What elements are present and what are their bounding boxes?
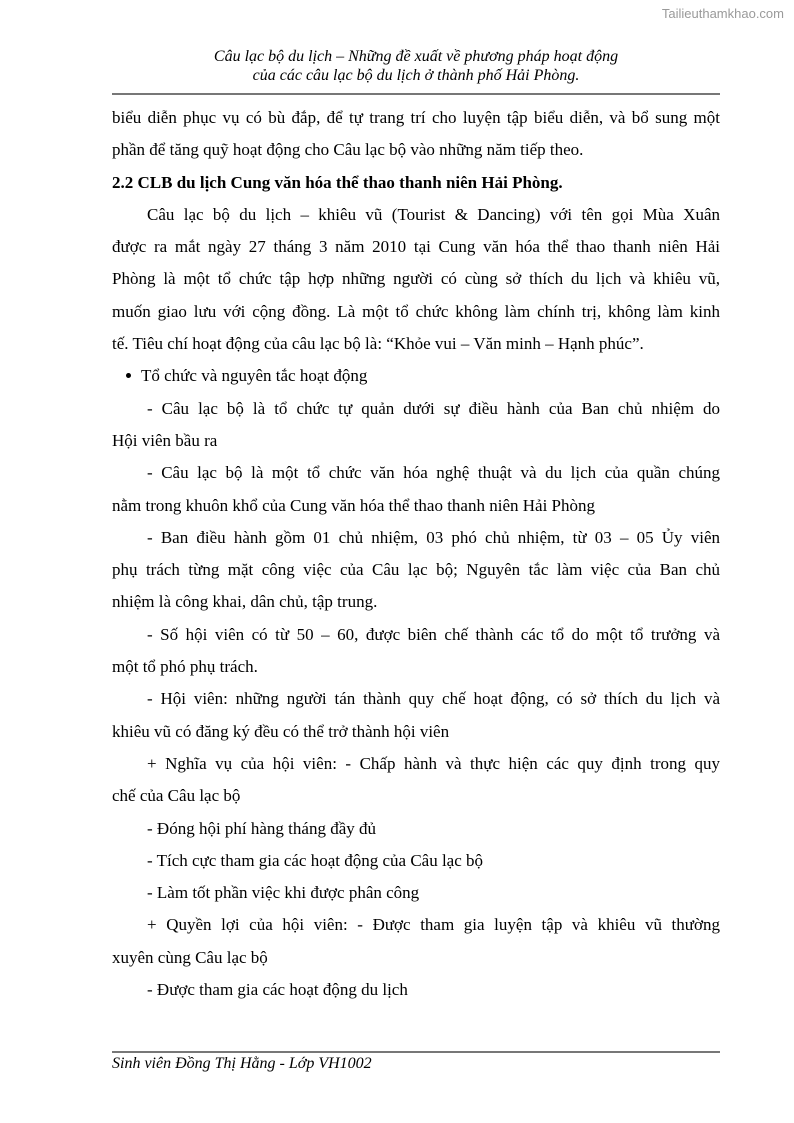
line-text: - Đóng hội phí hàng tháng đầy đủ bbox=[147, 818, 376, 838]
line-text: - Tích cực tham gia các hoạt động của Câu lạc bộ bbox=[147, 850, 484, 870]
line-text: nằm trong khuôn khổ của Cung văn hóa thể thao thanh niên Hải Phòng bbox=[112, 495, 595, 515]
line-text: - Làm tốt phần việc khi được phân công bbox=[147, 883, 420, 903]
line-text: - Ban điều hành gồm 01 chủ nhiệm, 03 phó chủ nhiệm, từ 03 – 05 Ủy viên bbox=[147, 527, 720, 547]
line-text: - Số hội viên có từ 50 – 60, được biên chế thành các tổ do một tổ trưởng và bbox=[147, 624, 720, 644]
line-text: tế. Tiêu chí hoạt động của câu lạc bộ là: “Khỏe vui – Văn minh – Hạnh phúc”. bbox=[112, 334, 644, 354]
line-text: - Hội viên: những người tán thành quy chế hoạt động, có sở thích du lịch và bbox=[147, 689, 720, 709]
line-text: xuyên cùng Câu lạc bộ bbox=[112, 947, 268, 967]
line-text: Hội viên bầu ra bbox=[112, 430, 218, 450]
text-line bbox=[112, 296, 720, 328]
line-text: một tổ phó phụ trách. bbox=[112, 657, 258, 677]
line-text: + Quyền lợi của hội viên: - Được tham gia luyện tập và khiêu vũ thường bbox=[147, 915, 720, 935]
line-text: muốn giao lưu với cộng đồng. Là một tổ chức không làm chính trị, không làm kinh bbox=[112, 301, 720, 321]
text-line bbox=[112, 393, 720, 425]
line-text: - Được tham gia các hoạt động du lịch bbox=[147, 980, 408, 1000]
line-text: Tổ chức và nguyên tắc hoạt động bbox=[141, 366, 368, 386]
line-text: biểu diễn phục vụ có bù đắp, để tự trang trí cho luyện tập biểu diễn, và bổ sung một bbox=[112, 108, 720, 127]
text-line bbox=[112, 231, 720, 263]
text-line bbox=[112, 328, 720, 360]
text-line bbox=[112, 425, 720, 457]
text-line bbox=[112, 651, 720, 683]
text-line bbox=[112, 457, 720, 489]
line-text: 2.2 CLB du lịch Cung văn hóa thể thao thanh niên Hải Phòng. bbox=[112, 172, 563, 192]
section-heading bbox=[112, 167, 720, 199]
text-line bbox=[112, 813, 720, 845]
header-line-2: của các câu lạc bộ du lịch ở thành phố Hải Phòng. bbox=[252, 67, 580, 84]
page-footer: Sinh viên Đồng Thị Hằng - Lớp VH1002 bbox=[112, 1055, 372, 1072]
line-text: - Câu lạc bộ là một tổ chức văn hóa nghệ thuật và du lịch của quần chúng bbox=[147, 463, 720, 483]
text-line bbox=[112, 877, 720, 909]
text-line bbox=[112, 845, 720, 877]
text-line bbox=[112, 490, 720, 522]
header-line-1: Câu lạc bộ du lịch – Những đề xuất về phương pháp hoạt động bbox=[213, 48, 619, 65]
text-line bbox=[112, 942, 720, 974]
text-line bbox=[112, 554, 720, 586]
line-text: - Câu lạc bộ là tổ chức tự quản dưới sự điều hành của Ban chủ nhiệm do bbox=[147, 398, 720, 418]
text-line bbox=[112, 199, 720, 231]
text-line bbox=[112, 683, 720, 715]
document-body bbox=[112, 102, 720, 1006]
line-text: Câu lạc bộ du lịch – khiêu vũ (Tourist & Dancing) với tên gọi Mùa Xuân bbox=[147, 204, 720, 224]
text-line bbox=[112, 263, 720, 295]
watermark: Tailieuthamkhao.com bbox=[661, 6, 784, 21]
text-line bbox=[112, 102, 720, 134]
line-text: chế của Câu lạc bộ bbox=[112, 786, 241, 806]
footer-divider bbox=[112, 1051, 720, 1053]
text-line bbox=[112, 522, 720, 554]
header-divider bbox=[112, 93, 720, 95]
line-text: phụ trách từng mặt công việc của Câu lạc bộ; Nguyên tắc làm việc của Ban chủ bbox=[112, 560, 720, 580]
line-text: + Nghĩa vụ của hội viên: - Chấp hành và thực hiện các quy định trong quy bbox=[147, 753, 720, 773]
text-line bbox=[112, 974, 720, 1006]
bullet-icon bbox=[126, 373, 131, 378]
line-text: được ra mắt ngày 27 tháng 3 năm 2010 tại Cung văn hóa thể thao thanh niên Hải bbox=[112, 237, 720, 257]
line-text: khiêu vũ có đăng ký đều có thể trở thành hội viên bbox=[112, 721, 450, 741]
bullet-item bbox=[112, 360, 720, 392]
page-header bbox=[112, 47, 720, 85]
line-text: nhiệm là công khai, dân chủ, tập trung. bbox=[112, 592, 378, 612]
text-line bbox=[112, 716, 720, 748]
text-line bbox=[112, 748, 720, 780]
text-line bbox=[112, 134, 720, 166]
text-line bbox=[112, 909, 720, 941]
text-line bbox=[112, 780, 720, 812]
line-text: phần để tăng quỹ hoạt động cho Câu lạc bộ vào những năm tiếp theo. bbox=[112, 140, 584, 160]
line-text: Phòng là một tổ chức tập hợp những người có cùng sở thích du lịch và khiêu vũ, bbox=[112, 269, 720, 289]
text-line bbox=[112, 586, 720, 618]
text-line bbox=[112, 619, 720, 651]
